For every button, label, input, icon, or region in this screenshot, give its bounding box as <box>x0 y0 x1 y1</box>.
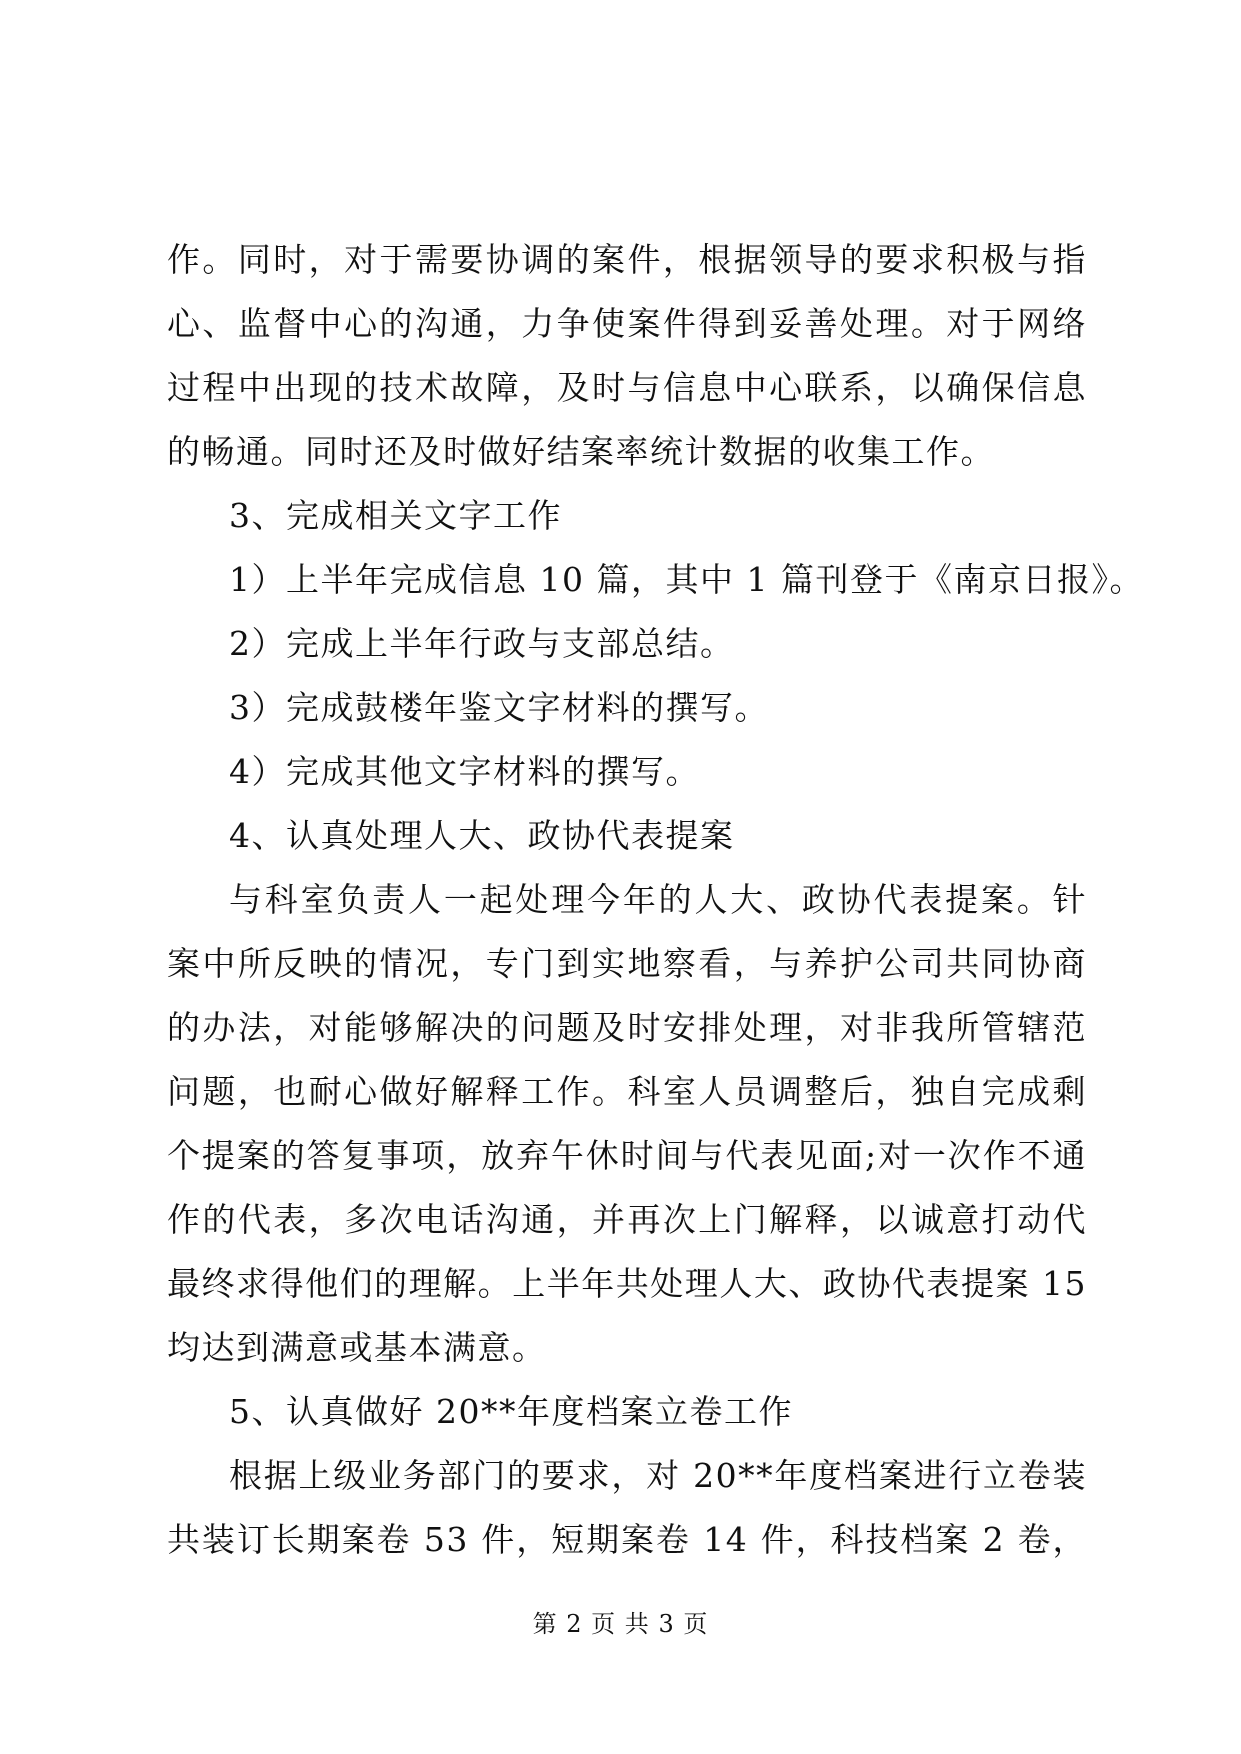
text-line: 的畅通。同时还及时做好结案率统计数据的收集工作。 <box>167 432 995 471</box>
text-line: 作。同时，对于需要协调的案件，根据领导的要求积极与指 <box>167 240 1087 279</box>
text-line: 2）完成上半年行政与支部总结。 <box>229 624 735 663</box>
text-line: 过程中出现的技术故障，及时与信息中心联系，以确保信息 <box>167 368 1087 407</box>
text-line: 1）上半年完成信息 10 篇，其中 1 篇刊登于《南京日报》。 <box>229 560 1144 599</box>
text-line: 最终求得他们的理解。上半年共处理人大、政协代表提案 15 <box>167 1264 1087 1303</box>
text-line: 作的代表，多次电话沟通，并再次上门解释，以诚意打动代 <box>167 1200 1087 1239</box>
text-line: 根据上级业务部门的要求，对 20**年度档案进行立卷装 <box>229 1456 1087 1495</box>
text-line: 案中所反映的情况，专门到实地察看，与养护公司共同协商 <box>167 944 1087 983</box>
text-line: 3、完成相关文字工作 <box>229 496 562 535</box>
page-footer <box>0 1608 1241 1640</box>
text-line: 3）完成鼓楼年鉴文字材料的撰写。 <box>229 688 769 727</box>
text-line: 5、认真做好 20**年度档案立卷工作 <box>229 1392 793 1431</box>
text-line: 4）完成其他文字材料的撰写。 <box>229 752 700 791</box>
text-line: 4、认真处理人大、政协代表提案 <box>229 816 735 855</box>
page-number: 第 2 页 共 3 页 <box>532 1610 709 1638</box>
text-line: 均达到满意或基本满意。 <box>167 1328 547 1367</box>
document-body <box>167 228 1144 1572</box>
text-line: 的办法，对能够解决的问题及时安排处理，对非我所管辖范 <box>167 1008 1087 1047</box>
text-line: 问题，也耐心做好解释工作。科室人员调整后，独自完成剩 <box>167 1072 1087 1111</box>
text-line: 共装订长期案卷 53 件，短期案卷 14 件，科技档案 2 卷， <box>167 1520 1087 1559</box>
text-line: 心、监督中心的沟通，力争使案件得到妥善处理。对于网络 <box>167 304 1087 343</box>
text-line: 与科室负责人一起处理今年的人大、政协代表提案。针 <box>229 880 1087 919</box>
text-line: 个提案的答复事项，放弃午休时间与代表见面;对一次作不通 <box>167 1136 1087 1175</box>
